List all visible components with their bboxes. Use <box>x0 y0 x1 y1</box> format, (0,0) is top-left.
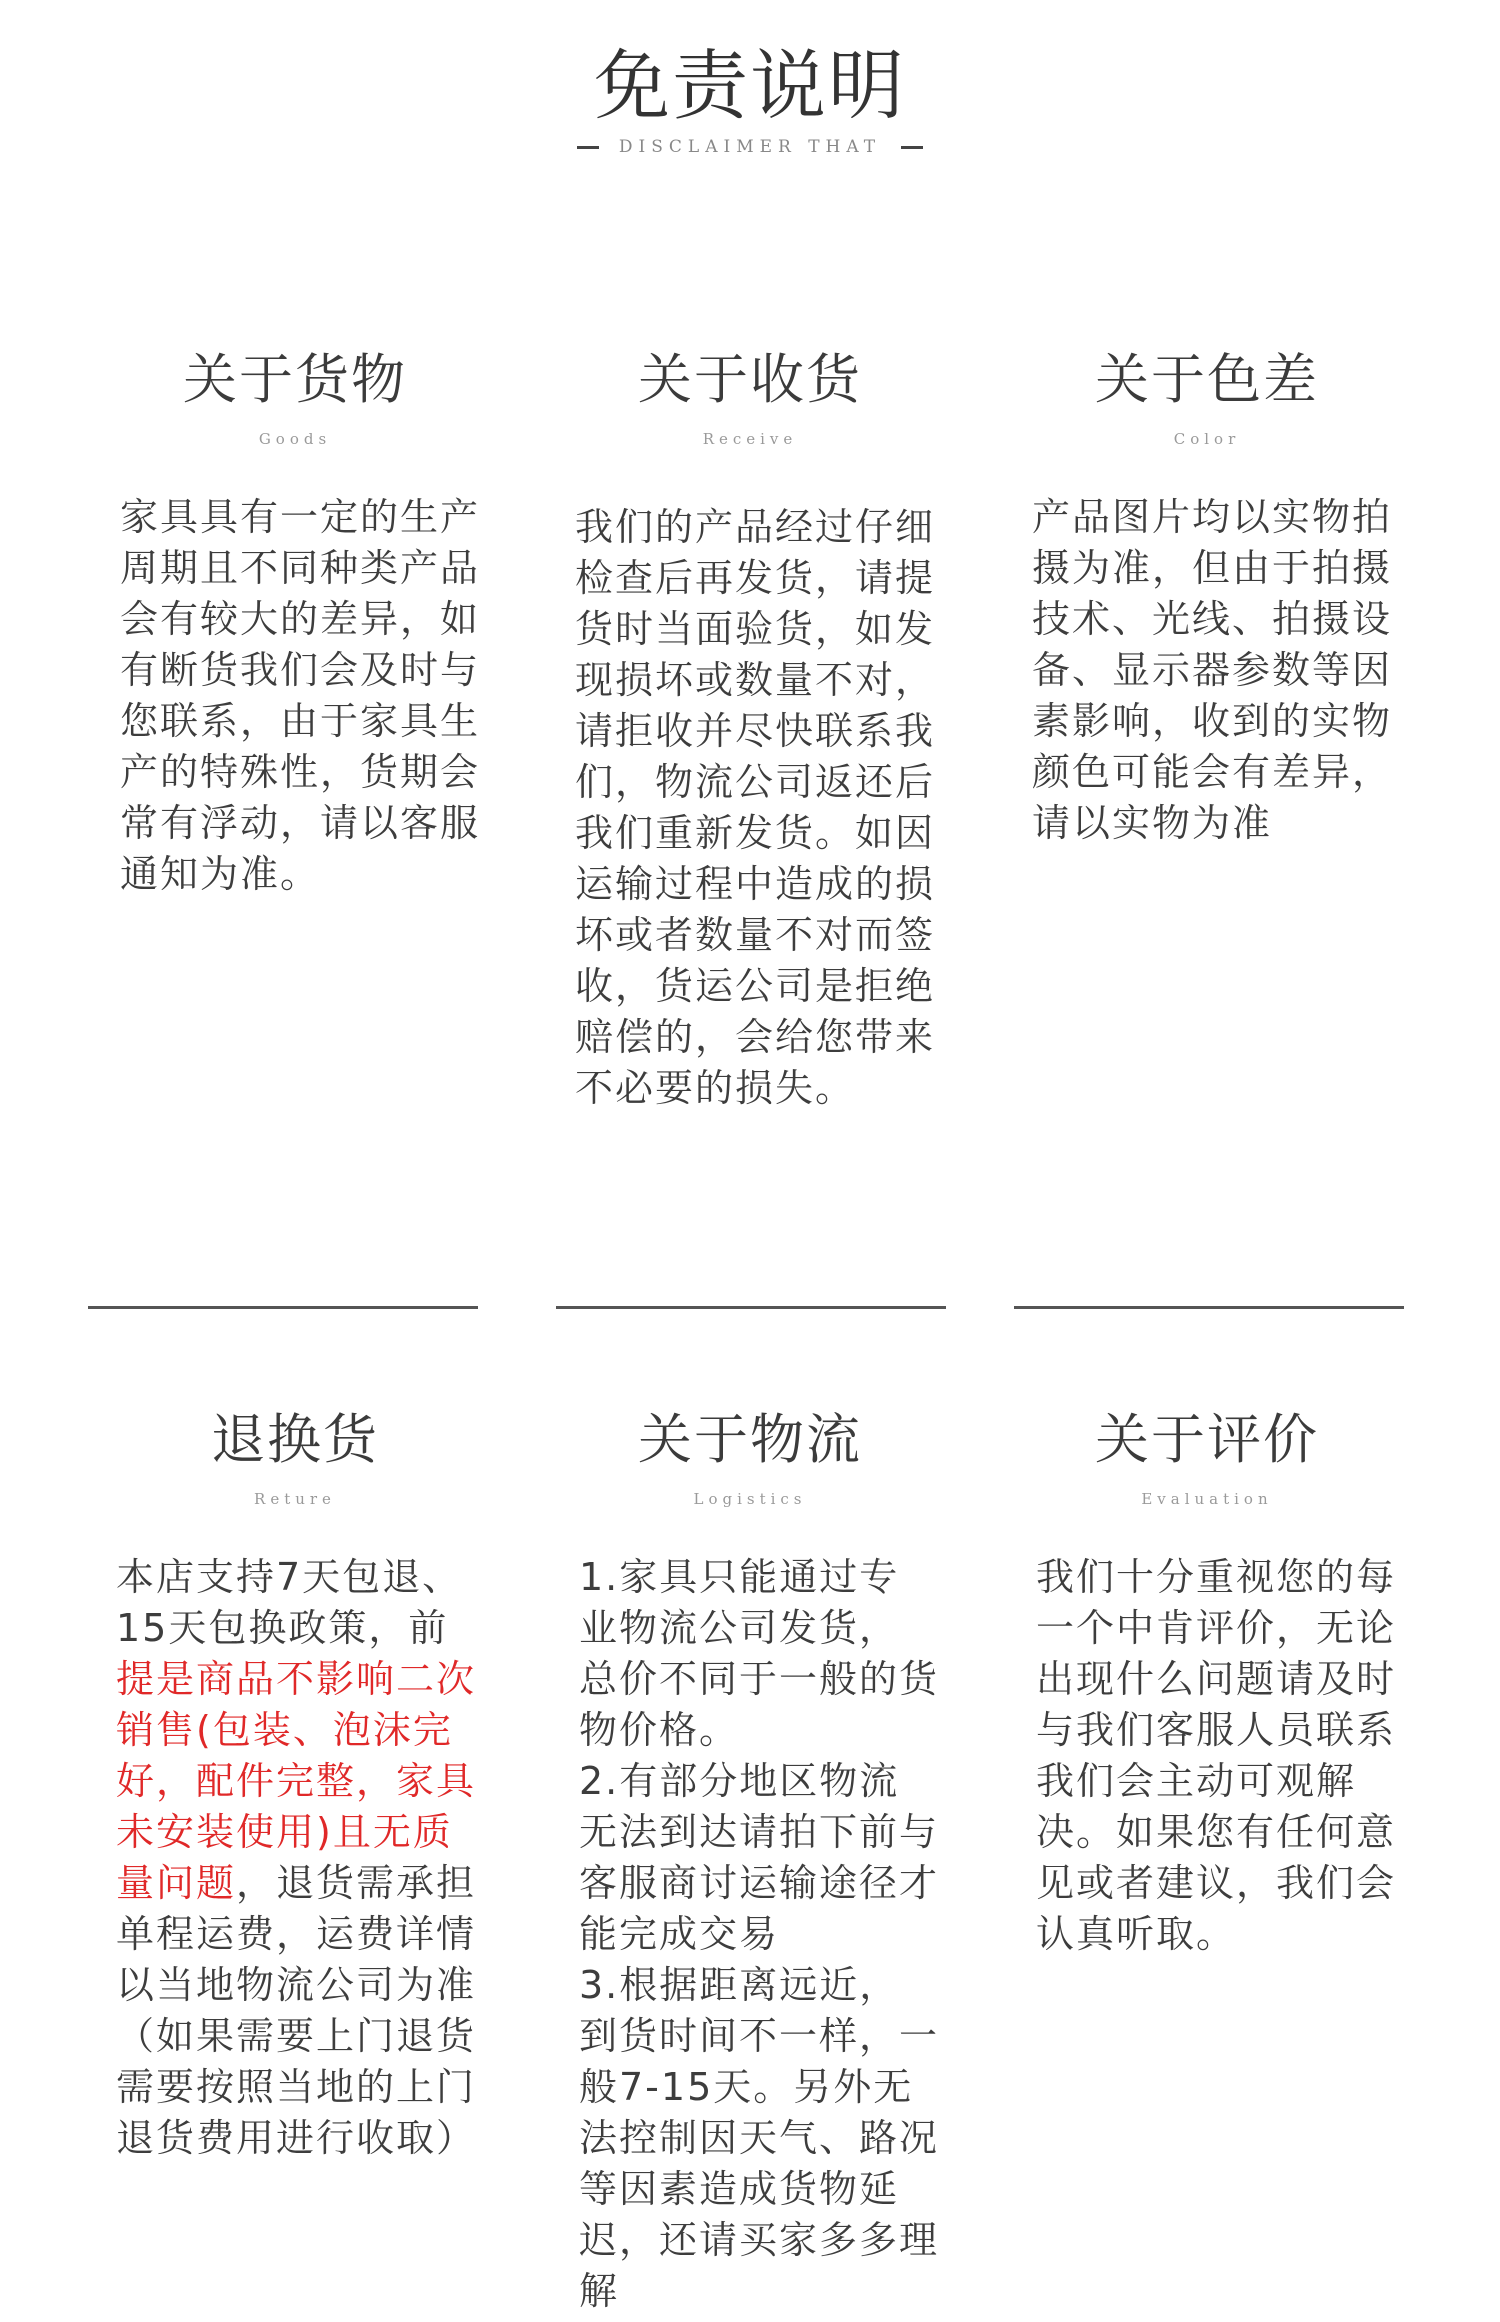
section-subtitle: Reture <box>254 1490 336 1508</box>
page-subtitle: DISCLAIMER THAT <box>618 137 882 157</box>
section-body: 我们的产品经过仔细检查后再发货，请提货时当面验货，如发现损坏或数量不对，请拒收并尽快联系我们，物流公司返还后我们重新发货。如因运输过程中造成的损坏或者数量不对而签收，货运公司是拒绝赔偿的，会给您带来不必要的损失。 <box>575 505 936 1110</box>
section-goods <box>100 330 490 1230</box>
right-dash <box>901 146 923 149</box>
return-policy-text: 本店支持7天包退、15天包换政策，前 <box>116 1555 463 1650</box>
section-logistics <box>555 1390 945 2322</box>
return-condition-highlight: 提是商品不影响二次销售(包装、泡沫完好，配件完整，家具未安装使用)且无质量问题 <box>116 1657 477 1905</box>
return-fee-text: ，退货需承担单程运费，运费详情以当地物流公司为准（如果需要上门退货需要按照当地的上门退货费用进行收取） <box>116 1861 477 2160</box>
page-title: 免责说明 <box>594 41 906 130</box>
section-title: 关于收货 <box>638 348 862 411</box>
section-body <box>116 1552 482 2164</box>
section-subtitle: Color <box>1173 430 1241 448</box>
section-evaluation <box>1012 1390 1402 2322</box>
section-title: 关于货物 <box>183 348 407 411</box>
section-subtitle: Logistics <box>693 1490 807 1508</box>
section-body: 家具具有一定的生产周期且不同种类产品会有较大的差异，如有断货我们会及时与您联系，由于家具生产的特殊性，货期会常有浮动，请以客服通知为准。 <box>120 495 481 896</box>
section-title: 关于物流 <box>638 1408 862 1471</box>
section-body: 产品图片均以实物拍摄为准，但由于拍摄技术、光线、拍摄设备、显示器参数等因素影响，收到的实物颜色可能会有差异，请以实物为准 <box>1032 495 1393 845</box>
logistics-item: 1.家具只能通过专业物流公司发货， 总价不同于一般的货物价格。 <box>579 1555 940 1752</box>
section-receive <box>555 330 945 1230</box>
logistics-list <box>579 1552 939 2317</box>
section-title: 关于色差 <box>1095 348 1319 411</box>
section-subtitle: Receive <box>702 430 798 448</box>
section-title: 关于评价 <box>1095 1408 1319 1471</box>
header <box>0 0 1500 180</box>
divider-left <box>88 1306 478 1309</box>
subtitle-row <box>0 132 1500 162</box>
divider-right <box>1014 1306 1404 1309</box>
section-color <box>1012 330 1402 1230</box>
left-dash <box>577 146 599 149</box>
section-return <box>100 1390 490 2322</box>
logistics-item: 2.有部分地区物流无法到达请拍下前与客服商讨运输途径才能完成交易 <box>579 1759 940 1956</box>
section-subtitle: Goods <box>258 430 332 448</box>
section-body: 我们十分重视您的每一个中肯评价，无论出现什么问题请及时与我们客服人员联系我们会主动可观解决。如果您有任何意见或者建议，我们会认真听取。 <box>1036 1555 1397 1956</box>
divider-center <box>556 1306 946 1309</box>
section-title: 退换货 <box>211 1408 379 1471</box>
section-subtitle: Evaluation <box>1141 1490 1273 1508</box>
logistics-item: 3.根据距离远近，到货时间不一样，一般7-15天。另外无法控制因天气、路况等因素造成货物延迟，还请买家多多理解 <box>579 1963 940 2313</box>
